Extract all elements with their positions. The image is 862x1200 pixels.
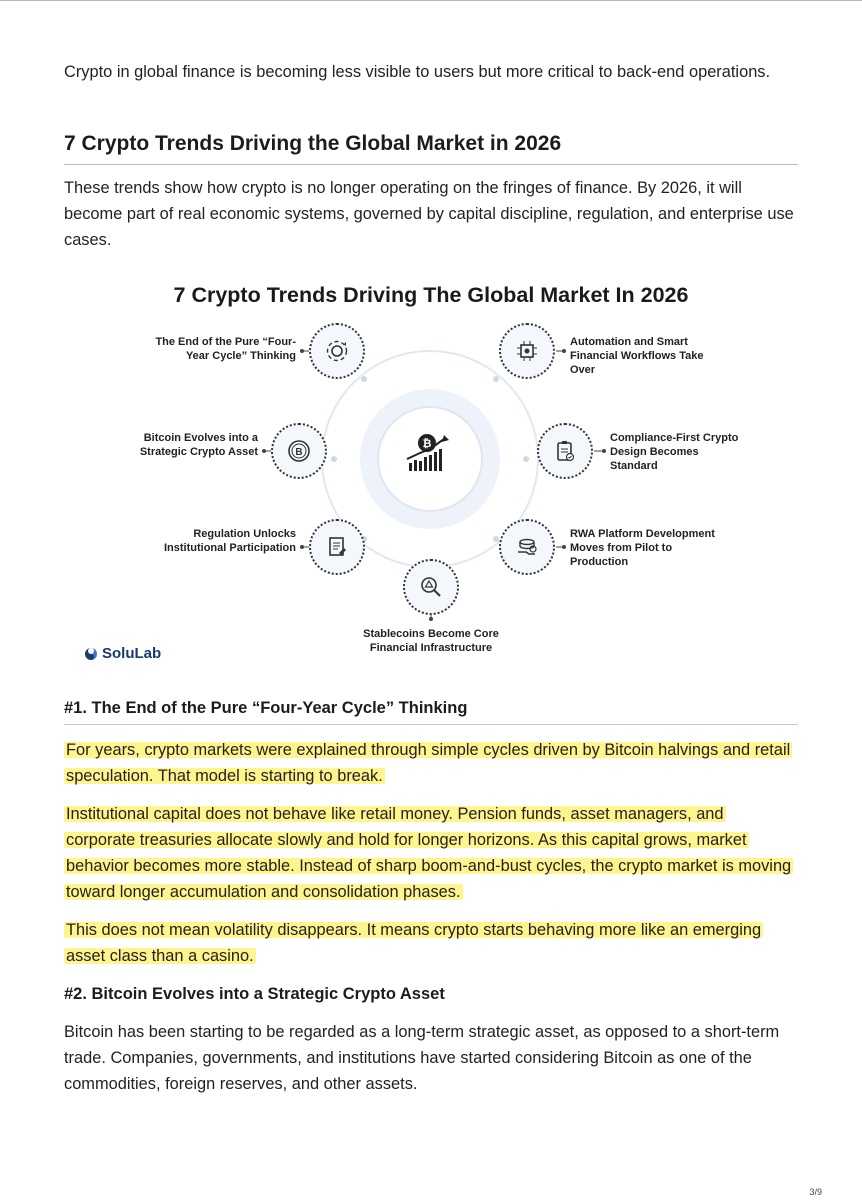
trend-label-1: The End of the Pure “Four-Year Cycle” Thinking [155, 336, 296, 362]
trend1-heading [64, 699, 798, 725]
trend-node-7 [403, 559, 459, 615]
trends-infographic [64, 273, 798, 673]
trend-node-1 [309, 323, 365, 379]
page-number: 3/9 [809, 1187, 822, 1197]
compliance-clipboard-icon [552, 438, 578, 464]
trend-label-2: Automation and Smart Financial Workflows Take Over [570, 336, 704, 376]
section-paragraph: These trends show how crypto is no longer operating on the fringes of finance. By 2026, it will become part of real economic systems, governed by capital discipline, regulation, and enterprise use cases. [64, 179, 794, 249]
highlighted-text: For years, crypto markets were explained through simple cycles driven by Bitcoin halvings and retail speculation. That model is starting to break. [66, 741, 791, 785]
intro-paragraph: Crypto in global finance is becoming less visible to users but more critical to back-end operations. [64, 63, 771, 81]
highlighted-text: Institutional capital does not behave like retail money. Pension funds, asset managers, and corporate treasuries allocate slowly and hold for longer horizons. As this capital grows, market behavior becomes more stable. Instead of sharp boom-and-bust cycles, the crypto market is moving toward longer accumulation and consolidation phases. [66, 805, 792, 901]
section-heading: 7 Crypto Trends Driving the Global Market in 2026 [64, 132, 798, 165]
trend2-heading: #2. Bitcoin Evolves into a Strategic Crypto Asset [64, 985, 445, 1003]
automation-chip-icon [514, 338, 540, 364]
trend-node-6 [499, 519, 555, 575]
bitcoin-coin-icon [286, 438, 312, 464]
trend-node-4 [537, 423, 593, 479]
solulab-logo-icon [84, 647, 98, 661]
brand-name: SoluLab [102, 645, 162, 662]
trend1-heading-text: #1. The End of the Pure “Four-Year Cycle” Thinking [64, 699, 468, 717]
svg-text:B: B [295, 447, 303, 458]
trend-label-5: Regulation Unlocks Institutional Participation [163, 528, 296, 554]
infographic-title: 7 Crypto Trends Driving The Global Market In 2026 [173, 283, 689, 307]
trend-node-3 [271, 423, 327, 479]
trend-label-3: Bitcoin Evolves into a Strategic Crypto Asset [139, 432, 258, 458]
svg-text:₿: ₿ [422, 438, 432, 450]
highlighted-text: This does not mean volatility disappears. It means crypto starts behaving more like an emerging asset class than a casino. [66, 921, 762, 965]
trend1-paragraph-3 [64, 917, 794, 969]
rwa-platform-icon [514, 534, 540, 560]
cycle-gear-icon [324, 338, 350, 364]
trend1-paragraph-2 [64, 801, 794, 905]
trend-node-5 [309, 519, 365, 575]
solulab-logo [84, 645, 161, 662]
regulation-document-icon [324, 534, 350, 560]
trend-label-7: Stablecoins Become Core Financial Infrastructure [363, 628, 499, 654]
trend-label-6: RWA Platform Development Moves from Pilot to Production [570, 528, 715, 568]
stablecoin-search-icon [418, 574, 444, 600]
trend-label-4: Compliance-First Crypto Design Becomes Standard [610, 432, 739, 472]
trend1-paragraph-1 [64, 737, 794, 789]
trend2-paragraph-1: Bitcoin has been starting to be regarded as a long-term strategic asset, as opposed to a short-term trade. Companies, governments, and institutions have started considering Bitcoin as one of the commodities, foreign reserves, and other assets. [64, 1023, 780, 1093]
trend-node-2 [499, 323, 555, 379]
